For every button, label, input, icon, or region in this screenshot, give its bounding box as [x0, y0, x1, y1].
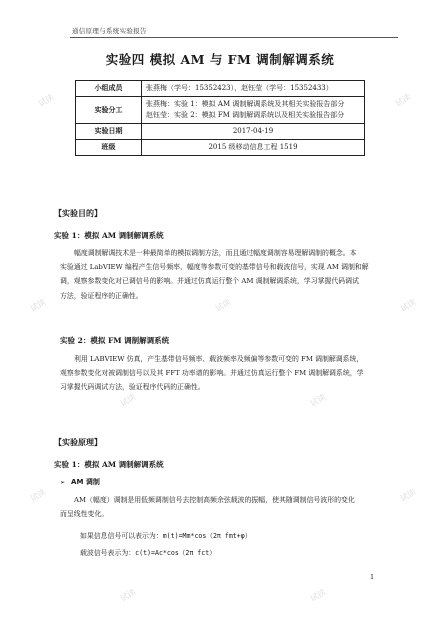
formula-label: 如果信息信号可以表示为：: [80, 532, 163, 540]
watermark: 试读: [118, 392, 138, 409]
table-row: [76, 124, 365, 140]
table-label: 实验分工: [76, 97, 142, 124]
watermark: 试读: [398, 297, 418, 314]
section-heading-purpose: 【实验目的】: [54, 209, 102, 218]
watermark: 试读: [308, 587, 328, 604]
page-number: 1: [370, 573, 375, 581]
table-row: [76, 97, 365, 124]
table-value-line: 赵钰莹：实验 2：模拟 FM 调制解调系统以及相关实验报告部分: [146, 111, 345, 119]
paragraph-exp2-purpose: [60, 352, 400, 395]
watermark: 试读: [28, 297, 48, 314]
document-title: 实验四 模拟 AM 与 FM 调制解调系统: [105, 52, 335, 67]
table-label: 班级: [76, 140, 142, 156]
text-line: 利用 LABVIEW 仿真，产生基带信号频率、载波频率及频偏等参数可变的 FM 调制解调系统，: [74, 355, 364, 363]
table-value: 2015 级移动信息工程 1519: [142, 140, 365, 156]
subheading-principle-exp1: 实验 1：模拟 AM 调制解调系统: [54, 460, 164, 469]
watermark: 试读: [118, 587, 138, 604]
subheading-exp1: 实验 1：模拟 AM 调制解调系统: [54, 231, 164, 240]
formula-carrier-signal: [80, 547, 216, 557]
table-row: [76, 140, 365, 156]
watermark: 试读: [393, 92, 413, 109]
text-line: 调，观察参数变化对已调信号的影响。并通过仿真运行整个 AM 调制解调系统，学习掌握代码调试: [60, 277, 359, 286]
text-line: AM（幅度）调制是用低频调制信号去控制高频余弦载波的振幅，使其随调制信号波形的变化: [74, 496, 355, 504]
table-label: 小组成员: [76, 81, 142, 97]
watermark: 试读: [308, 392, 328, 409]
section-heading-principle: 【实验原理】: [54, 438, 102, 447]
formula-message-signal: [80, 530, 251, 540]
table-value: 2017-04-19: [142, 124, 365, 140]
text-line: 习掌握代码调试方法，验证程序代码的正确性。: [60, 383, 205, 392]
watermark: 试读: [398, 487, 418, 504]
watermark: 试读: [213, 297, 233, 314]
formula-expression: m(t)=Mm*cos（2π fmt+φ）: [162, 532, 252, 540]
paragraph-am-principle: [60, 493, 400, 521]
watermark: 试读: [28, 487, 48, 504]
table-value-line: 张燕梅：实验 1：模拟 AM 调制解调系统及其相关实验报告部分: [146, 100, 345, 108]
info-table: [75, 80, 365, 156]
text-line: 实验通过 LabVIEW 编程产生信号频率、幅度等参数可变的基带信号和载波信号，实现 AM 调制和解: [60, 263, 369, 272]
table-value: 张燕梅（学号：15352423），赵钰莹（学号：15352433）: [142, 81, 365, 97]
text-line: 方法，验证程序的正确性。: [60, 291, 143, 300]
text-line: 而呈线性变化。: [60, 510, 109, 519]
table-value: [142, 97, 365, 124]
formula-expression: c(t)=Ac*cos（2π fct）: [135, 549, 216, 557]
paragraph-exp1-purpose: [60, 246, 400, 303]
text-line: 幅度调制解调技术是一种最简单的模拟调制方法，而且通过幅度调制容易理解调制的概念。本: [74, 249, 357, 257]
watermark: 试读: [36, 92, 56, 109]
text-line: 观察参数变化对被调制信号以及其 FFT 功率谱的影响。并通过仿真运行整个 FM 调制解调系统，学: [60, 369, 364, 378]
table-label: 实验日期: [76, 124, 142, 140]
formula-label: 载波信号表示为：: [80, 549, 136, 557]
subheading-exp2: 实验 2：模拟 FM 调制解调系统: [60, 336, 170, 345]
bullet-label: AM 调制: [71, 478, 100, 486]
running-header: 通信原理与系统实验报告: [72, 27, 147, 35]
table-row: [76, 81, 365, 97]
header-rule: [70, 37, 398, 38]
bullet-am-modulation: [60, 477, 100, 487]
arrow-bullet-icon: ➢: [60, 479, 66, 486]
